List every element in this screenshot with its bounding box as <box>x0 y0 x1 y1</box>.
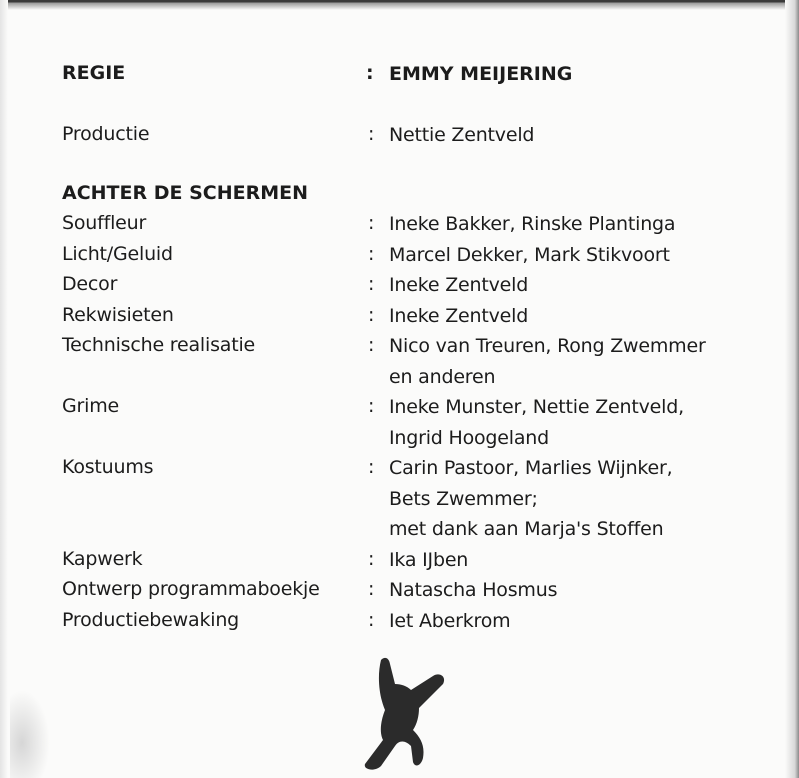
credit-value <box>389 209 675 240</box>
credit-label: Technische realisatie <box>62 334 256 356</box>
credit-colon: : <box>368 608 375 631</box>
credit-value-line: Ineke Munster, Nettie Zentveld, <box>389 396 684 418</box>
credit-row-regie <box>0 59 799 89</box>
credit-label: Productiebewaking <box>62 608 240 631</box>
credit-label: Licht/Geluid <box>62 242 173 265</box>
credit-value <box>389 453 673 545</box>
credit-row <box>0 575 799 606</box>
credit-colon: : <box>368 242 375 265</box>
credit-label: Productie <box>62 123 150 145</box>
credit-value <box>389 606 510 637</box>
credit-row <box>0 240 799 271</box>
section-heading: ACHTER DE SCHERMEN <box>62 182 309 204</box>
credit-value-line: Carin Pastoor, Marlies Wijnker, <box>389 457 673 479</box>
credit-value-line: Iet Aberkrom <box>389 609 511 632</box>
credit-value-line: met dank aan Marja's Stoffen <box>389 518 664 540</box>
credit-row <box>0 331 799 392</box>
credit-value-line: en anderen <box>389 365 496 388</box>
credit-colon: : <box>368 334 375 356</box>
credit-label: Rekwisieten <box>62 303 174 326</box>
credit-row <box>0 392 799 453</box>
credit-colon: : <box>368 212 375 234</box>
credit-value: Nettie Zentveld <box>389 124 535 146</box>
credit-label: Grime <box>62 395 120 417</box>
credit-value <box>389 301 528 332</box>
credit-colon: : <box>368 123 375 145</box>
credit-value-line: Ingrid Hoogeland <box>389 426 550 449</box>
credit-colon: : <box>368 578 375 600</box>
credit-value <box>389 575 557 606</box>
credit-value-line: Natascha Hosmus <box>389 579 558 601</box>
credit-value <box>389 331 706 392</box>
dancing-figure-icon <box>355 654 451 772</box>
scan-smudge <box>10 690 50 778</box>
credit-colon: : <box>368 273 375 295</box>
credit-value-line: Ineke Bakker, Rinske Plantinga <box>389 213 676 235</box>
credit-row <box>0 606 799 637</box>
credit-colon: : <box>368 395 375 417</box>
credit-colon: : <box>368 547 375 570</box>
credit-value: EMMY MEIJERING <box>389 63 573 85</box>
credit-value <box>389 270 528 301</box>
credit-label: Kostuums <box>62 456 154 478</box>
credit-row <box>0 453 799 545</box>
credit-colon: : <box>366 62 374 84</box>
credit-value-line: Marcel Dekker, Mark Stikvoort <box>389 243 670 266</box>
credit-value-line: Ineke Zentveld <box>389 274 529 296</box>
credit-label: REGIE <box>62 62 126 84</box>
credit-label: Souffleur <box>62 212 147 234</box>
page-edge-top <box>0 0 799 10</box>
credit-value-line: Bets Zwemmer; <box>389 487 538 510</box>
credit-colon: : <box>368 303 375 326</box>
credit-row <box>0 209 799 240</box>
credit-value-line: Ika IJben <box>389 548 469 571</box>
credit-row-productie <box>0 120 799 150</box>
credit-value <box>389 392 684 453</box>
credit-colon: : <box>368 456 375 478</box>
credit-row <box>0 545 799 576</box>
credit-label: Kapwerk <box>62 547 143 570</box>
credit-row <box>0 301 799 332</box>
credit-value <box>389 240 670 271</box>
credit-row <box>0 270 799 301</box>
credit-label: Ontwerp programmaboekje <box>62 578 320 600</box>
section-heading-row <box>0 179 799 209</box>
credit-value <box>389 545 468 576</box>
credit-value-line: Nico van Treuren, Rong Zwemmer <box>389 335 706 357</box>
credit-value-line: Ineke Zentveld <box>389 304 529 327</box>
credit-label: Decor <box>62 273 118 295</box>
